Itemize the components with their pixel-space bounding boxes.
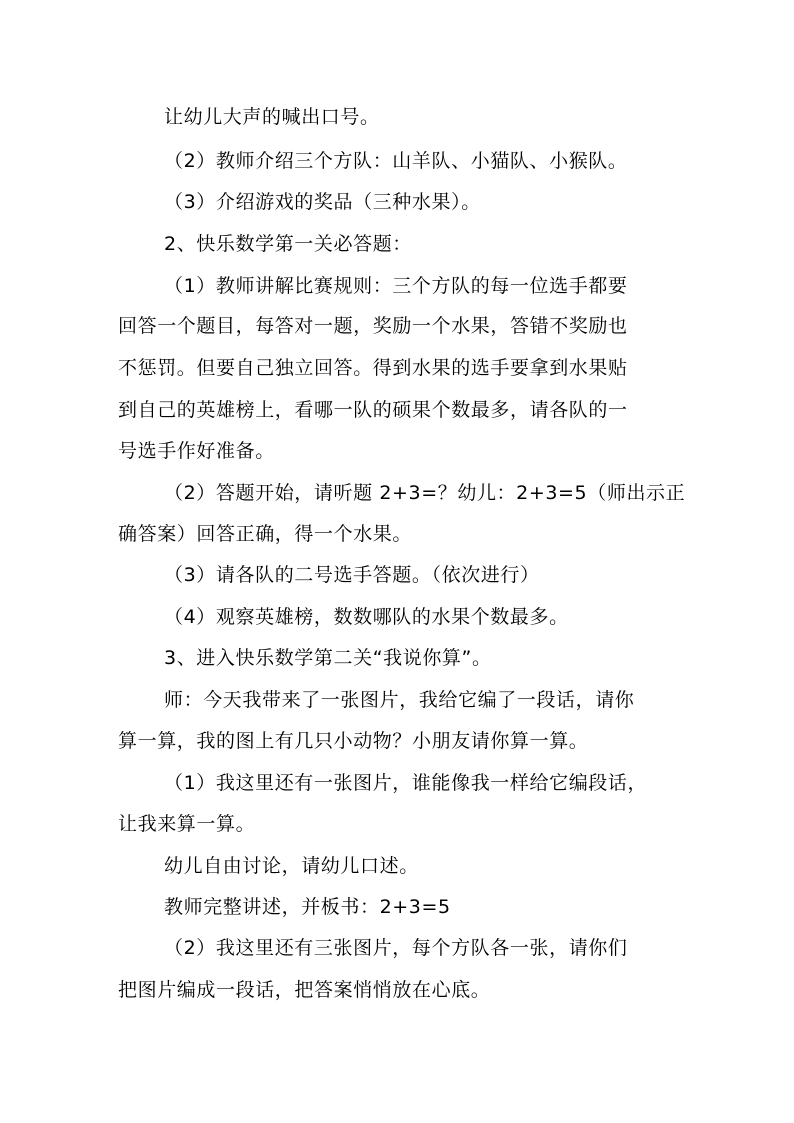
text-line-14: 3、进入快乐数学第二关“我说你算”。 <box>164 647 492 669</box>
text-line-1: 让幼儿大声的喊出口号。 <box>164 106 380 128</box>
text-line-12: （3）请各队的二号选手答题。（依次进行） <box>164 564 540 586</box>
text-line-11: 确答案）回答正确，得一个水果。 <box>118 523 413 545</box>
text-line-15: 师：今天我带来了一张图片，我给它编了一段话，请你 <box>164 689 635 711</box>
text-line-4: 2、快乐数学第一关必答题： <box>164 233 412 255</box>
text-line-8: 到自己的英雄榜上，看哪一队的硕果个数最多，请各队的一 <box>118 399 628 421</box>
text-line-13: （4）观察英雄榜，数数哪队的水果个数最多。 <box>164 606 569 628</box>
text-line-3: （3）介绍游戏的奖品（三种水果）。 <box>164 191 481 213</box>
text-line-17: （1）我这里还有一张图片，谁能像我一样给它编段话， <box>164 772 648 794</box>
text-line-6: 回答一个题目，每答对一题，奖励一个水果，答错不奖励也 <box>118 315 628 337</box>
text-line-20: 教师完整讲述，并板书：2+3=5 <box>164 896 451 918</box>
text-line-22: 把图片编成一段话，把答案悄悄放在心底。 <box>118 979 491 1001</box>
text-line-2: （2）教师介绍三个方队：山羊队、小猫队、小猴队。 <box>164 150 628 172</box>
text-line-21: （2）我这里还有三张图片，每个方队各一张，请你们 <box>164 937 628 959</box>
text-line-7: 不惩罚。但要自己独立回答。得到水果的选手要拿到水果贴 <box>118 357 628 379</box>
text-line-19: 幼儿自由讨论，请幼儿口述。 <box>164 855 419 877</box>
text-line-10: （2）答题开始，请听题 2+3=？幼儿：2+3=5（师出示正 <box>164 482 686 504</box>
text-line-16: 算一算，我的图上有几只小动物？小朋友请你算一算。 <box>118 730 589 752</box>
text-line-5: （1）教师讲解比赛规则：三个方队的每一位选手都要 <box>164 275 628 297</box>
text-line-9: 号选手作好准备。 <box>118 440 275 462</box>
text-line-18: 让我来算一算。 <box>118 813 256 835</box>
